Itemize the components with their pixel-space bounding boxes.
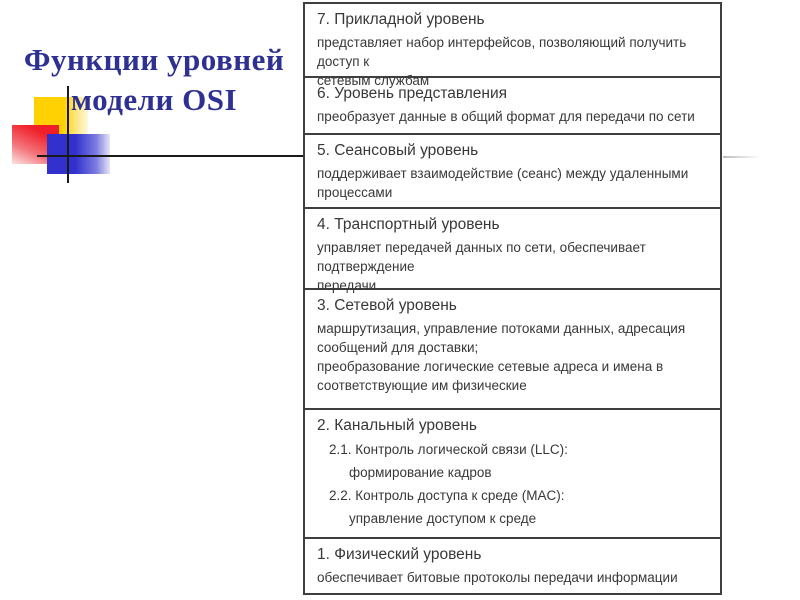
- layer-heading: 3. Сетевой уровень: [317, 297, 457, 314]
- layer-description-line: 2.2. Контроль доступа к среде (MAC):: [329, 488, 565, 503]
- layer-heading: 2. Канальный уровень: [317, 417, 477, 434]
- layer-description-line: обеспечивает битовые протоколы передачи информации: [317, 570, 678, 585]
- slide-title-line1: Функции уровней: [23, 42, 285, 77]
- slide-title: [8, 40, 300, 120]
- layer-description-line: процессами: [317, 185, 393, 200]
- layer-description-line: сообщений для доставки;: [317, 340, 479, 355]
- layer-heading: 6. Уровень представления: [317, 85, 508, 102]
- table-row: [305, 290, 720, 410]
- table-row: [305, 4, 720, 88]
- layer-description-line: маршрутизация, управление потоками данных, адресация: [317, 321, 686, 336]
- layer-description-line: передачи: [317, 278, 377, 293]
- layer-description-line: соответствующие им физические: [317, 378, 527, 393]
- layer-description-line: поддерживает взаимодействие (сеанс) между удаленными: [317, 166, 689, 181]
- table-row: [305, 209, 720, 293]
- layer-description-line: формирование кадров: [349, 465, 492, 480]
- table-row: [305, 135, 720, 209]
- layer-description-line: управление доступом к среде: [349, 511, 537, 526]
- layer-heading: 5. Сеансовый уровень: [317, 142, 479, 159]
- layer-heading: 4. Транспортный уровень: [317, 216, 500, 233]
- horizontal-accent-line-right-stub: [723, 156, 761, 158]
- layer-description-line: 2.1. Контроль логической связи (LLC):: [329, 442, 568, 457]
- layer-description-line: представляет набор интерфейсов, позволяющий получить доступ к: [317, 35, 687, 69]
- table-row: [305, 539, 720, 593]
- layer-heading: 7. Прикладной уровень: [317, 11, 485, 28]
- horizontal-accent-line: [37, 155, 305, 157]
- slide-title-line2: модели OSI: [70, 82, 238, 117]
- layer-description-line: управляет передачей данных по сети, обеспечивает подтверждение: [317, 240, 646, 274]
- table-row: [305, 78, 720, 135]
- blue-square: [47, 134, 110, 174]
- layer-description-line: преобразует данные в общий формат для передачи по сети: [317, 109, 695, 124]
- layer-description-line: преобразование логические сетевые адреса и имена в: [317, 359, 664, 374]
- layer-heading: 1. Физический уровень: [317, 546, 482, 563]
- osi-table: [303, 2, 722, 595]
- table-row: [305, 410, 720, 539]
- layer-description-line: сетевым службам: [317, 73, 430, 88]
